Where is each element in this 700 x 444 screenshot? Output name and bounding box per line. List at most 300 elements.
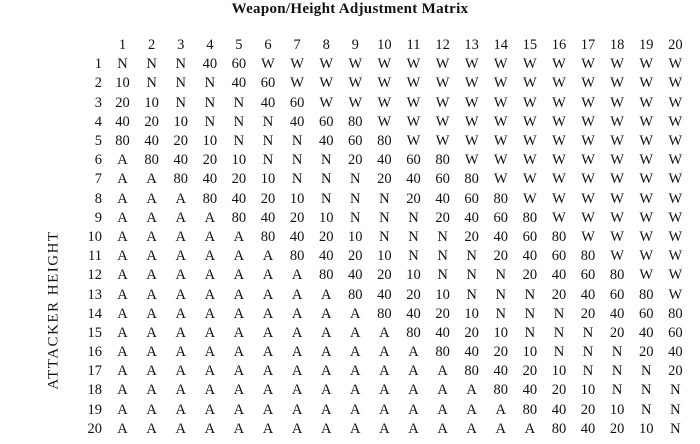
matrix-cell: 20 — [609, 324, 625, 341]
matrix-cell: N — [291, 133, 303, 150]
matrix-cell: A — [204, 228, 216, 245]
matrix-cell: 40 — [289, 113, 305, 130]
table-row — [74, 401, 690, 420]
matrix-cell: A — [437, 363, 448, 380]
matrix-cell: A — [408, 344, 419, 361]
matrix-cell: 40 — [580, 420, 596, 437]
matrix-cell: A — [146, 401, 157, 418]
matrix-cell: A — [146, 248, 157, 265]
matrix-cell: 40 — [260, 94, 276, 111]
matrix-cell: 40 — [318, 248, 334, 265]
column-header: 18 — [609, 37, 625, 54]
matrix-cell: W — [552, 171, 566, 188]
matrix-cell: N — [553, 344, 565, 361]
matrix-cell: N — [146, 56, 157, 73]
matrix-cell: N — [350, 190, 361, 207]
matrix-cell: W — [552, 133, 566, 150]
matrix-cell: W — [406, 56, 421, 73]
matrix-cell: A — [320, 420, 332, 437]
matrix-cell: 80 — [464, 363, 479, 380]
matrix-cell: A — [117, 401, 128, 418]
matrix-cell: N — [291, 171, 303, 188]
table-row — [74, 74, 690, 93]
matrix-cell: N — [204, 94, 216, 111]
matrix-cell: A — [175, 305, 186, 322]
matrix-cell: N — [233, 113, 245, 130]
matrix-cell: 20 — [638, 344, 654, 361]
matrix-cell: 80 — [493, 382, 509, 399]
column-header: 17 — [580, 37, 596, 54]
matrix-cell: 80 — [493, 190, 509, 207]
matrix-cell: N — [262, 113, 274, 130]
matrix-cell: W — [668, 286, 683, 303]
matrix-cell: A — [117, 363, 128, 380]
matrix-cell: A — [262, 382, 274, 399]
matrix-cell: A — [320, 382, 332, 399]
matrix-cell: A — [350, 401, 361, 418]
matrix-cell: N — [640, 401, 652, 418]
matrix-cell: A — [175, 248, 186, 265]
matrix-cell: W — [639, 56, 654, 73]
matrix-cell: 20 — [551, 382, 567, 399]
matrix-cell: A — [262, 286, 274, 303]
matrix-cell: 10 — [638, 420, 654, 437]
matrix-cell: A — [204, 286, 216, 303]
matrix-cell: A — [233, 382, 245, 399]
matrix-cell: W — [348, 56, 363, 73]
matrix-cell: W — [639, 94, 654, 111]
matrix-cell: 40 — [260, 209, 276, 226]
column-header: 15 — [522, 37, 538, 54]
matrix-cell: W — [639, 267, 654, 284]
row-header: 6 — [94, 152, 102, 169]
matrix-cell: A — [466, 401, 477, 418]
matrix-cell: W — [668, 133, 683, 150]
matrix-cell: 20 — [260, 190, 276, 207]
matrix-cell: 40 — [435, 324, 450, 341]
matrix-cell: W — [610, 228, 624, 245]
matrix-cell: 40 — [464, 209, 479, 226]
matrix-cell: A — [233, 228, 245, 245]
matrix-cell: A — [350, 305, 361, 322]
matrix-cell: W — [639, 248, 654, 265]
column-header: 10 — [377, 37, 392, 54]
adjustment-matrix — [74, 36, 690, 439]
matrix-cell: A — [291, 286, 303, 303]
matrix-cell: A — [204, 267, 216, 284]
matrix-cell: N — [379, 209, 390, 226]
matrix-cell: W — [668, 56, 683, 73]
table-row — [74, 305, 690, 324]
matrix-cell: 40 — [231, 75, 247, 92]
matrix-cell: A — [146, 363, 157, 380]
matrix-cell: 20 — [173, 133, 188, 150]
matrix-cell: W — [581, 94, 595, 111]
matrix-cell: W — [668, 267, 683, 284]
matrix-cell: 80 — [115, 133, 130, 150]
matrix-cell: 10 — [580, 382, 596, 399]
matrix-cell: W — [639, 190, 654, 207]
matrix-cell: W — [464, 94, 479, 111]
matrix-cell: 40 — [231, 190, 247, 207]
matrix-cell: 80 — [522, 401, 538, 418]
matrix-cell: W — [610, 171, 624, 188]
matrix-cell: 80 — [377, 133, 392, 150]
matrix-cell: 80 — [464, 171, 479, 188]
column-header: 9 — [351, 37, 359, 54]
matrix-cell: 10 — [231, 152, 247, 169]
matrix-cell: W — [523, 113, 537, 130]
row-header: 16 — [87, 344, 102, 361]
matrix-cell: W — [493, 56, 508, 73]
matrix-cell: W — [523, 190, 537, 207]
matrix-cell: 80 — [522, 209, 538, 226]
matrix-cell: A — [291, 344, 303, 361]
row-header: 4 — [94, 113, 102, 130]
matrix-cell: W — [406, 75, 421, 92]
matrix-cell: 60 — [551, 248, 567, 265]
matrix-cell: 80 — [377, 305, 392, 322]
matrix-cell: W — [668, 248, 683, 265]
table-row — [74, 343, 690, 362]
matrix-cell: W — [523, 56, 537, 73]
matrix-cell: 40 — [406, 305, 421, 322]
matrix-cell: A — [350, 382, 361, 399]
matrix-cell: 10 — [260, 171, 276, 188]
matrix-cell: W — [581, 190, 595, 207]
matrix-cell: A — [262, 267, 274, 284]
matrix-cell: A — [117, 152, 128, 169]
matrix-cell: 20 — [551, 286, 567, 303]
table-row — [74, 113, 690, 132]
matrix-cell: W — [348, 75, 363, 92]
matrix-cell: W — [639, 75, 654, 92]
matrix-cell: W — [464, 56, 479, 73]
matrix-cell: N — [320, 152, 332, 169]
matrix-cell: 60 — [668, 324, 683, 341]
matrix-cell: 10 — [318, 209, 334, 226]
matrix-cell: 20 — [318, 228, 334, 245]
matrix-cell: A — [233, 344, 245, 361]
matrix-cell: 20 — [231, 171, 247, 188]
matrix-cell: 40 — [609, 305, 625, 322]
matrix-cell: W — [639, 228, 654, 245]
matrix-cell: 40 — [493, 228, 509, 245]
matrix-cell: 20 — [115, 94, 130, 111]
table-row — [74, 285, 690, 304]
matrix-cell: N — [670, 420, 681, 437]
matrix-cell: N — [291, 152, 303, 169]
row-header: 12 — [87, 267, 102, 284]
matrix-cell: N — [262, 133, 274, 150]
matrix-cell: W — [290, 56, 304, 73]
matrix-cell: A — [262, 324, 274, 341]
matrix-cell: W — [610, 133, 624, 150]
matrix-cell: N — [466, 248, 477, 265]
matrix-cell: A — [408, 420, 419, 437]
column-header: 2 — [148, 37, 156, 54]
matrix-cell: W — [639, 113, 654, 130]
matrix-cell: 60 — [231, 56, 247, 73]
matrix-cell: A — [146, 190, 157, 207]
matrix-cell: A — [320, 363, 332, 380]
matrix-cell: W — [610, 209, 624, 226]
matrix-cell: 80 — [348, 113, 363, 130]
column-header: 11 — [406, 37, 421, 54]
matrix-cell: W — [377, 113, 392, 130]
matrix-cell: 40 — [638, 324, 654, 341]
row-header: 19 — [87, 401, 102, 418]
matrix-cell: 80 — [144, 152, 159, 169]
matrix-cell: A — [175, 382, 186, 399]
matrix-cell: N — [204, 113, 216, 130]
column-header: 20 — [668, 37, 683, 54]
table-row — [74, 170, 690, 189]
matrix-cell: N — [670, 382, 681, 399]
matrix-cell: 80 — [289, 248, 305, 265]
matrix-cell: W — [552, 94, 566, 111]
matrix-cell: A — [175, 363, 186, 380]
matrix-cell: 20 — [522, 267, 538, 284]
matrix-cell: A — [437, 420, 448, 437]
matrix-cell: A — [204, 401, 216, 418]
matrix-cell: W — [290, 75, 304, 92]
matrix-cell: N — [350, 171, 361, 188]
matrix-title: Weapon/Height Adjustment Matrix — [231, 1, 469, 17]
matrix-cell: N — [146, 75, 157, 92]
matrix-cell: 60 — [493, 209, 509, 226]
matrix-cell: N — [117, 56, 128, 73]
matrix-cell: W — [610, 94, 624, 111]
matrix-cell: W — [319, 94, 334, 111]
matrix-cell: A — [379, 420, 390, 437]
matrix-cell: N — [466, 286, 477, 303]
matrix-cell: 20 — [406, 286, 421, 303]
matrix-cell: 60 — [580, 267, 596, 284]
table-row — [74, 247, 690, 266]
row-header: 3 — [94, 94, 102, 111]
column-header: 19 — [638, 37, 654, 54]
row-axis-label: ATTACKER HEIGHT — [45, 230, 62, 390]
matrix-cell: 10 — [115, 75, 130, 92]
matrix-cell: 10 — [173, 113, 188, 130]
matrix-cell: 40 — [144, 133, 159, 150]
matrix-cell: N — [553, 305, 565, 322]
matrix-cell: 80 — [202, 190, 218, 207]
matrix-cell: 20 — [435, 209, 450, 226]
matrix-cell: 20 — [348, 248, 363, 265]
matrix-cell: 20 — [377, 267, 392, 284]
matrix-cell: 60 — [260, 75, 276, 92]
matrix-cell: W — [523, 133, 537, 150]
matrix-cell: A — [146, 324, 157, 341]
matrix-cell: W — [493, 75, 508, 92]
matrix-cell: W — [523, 171, 537, 188]
matrix-cell: 60 — [406, 152, 421, 169]
matrix-cell: 40 — [493, 363, 509, 380]
matrix-cell: N — [640, 382, 652, 399]
row-header: 5 — [94, 133, 102, 150]
matrix-cell: A — [437, 382, 448, 399]
matrix-cell: N — [582, 363, 594, 380]
matrix-cell: W — [435, 113, 450, 130]
matrix-cell: W — [464, 133, 479, 150]
matrix-cell: A — [350, 344, 361, 361]
matrix-cell: 20 — [377, 171, 392, 188]
column-header: 14 — [493, 37, 509, 54]
matrix-cell: W — [406, 113, 421, 130]
matrix-cell: 40 — [377, 286, 392, 303]
matrix-cell: A — [495, 401, 506, 418]
row-header: 8 — [94, 190, 102, 207]
matrix-cell: 10 — [435, 286, 450, 303]
row-header: 2 — [94, 75, 102, 92]
matrix-cell: 80 — [638, 286, 654, 303]
matrix-cell: 20 — [493, 344, 509, 361]
matrix-cell: A — [291, 382, 303, 399]
matrix-cell: A — [146, 209, 157, 226]
matrix-cell: A — [175, 401, 186, 418]
matrix-cell: 20 — [609, 420, 625, 437]
matrix-cell: W — [464, 152, 479, 169]
matrix-cell: W — [639, 133, 654, 150]
matrix-cell: N — [175, 75, 186, 92]
matrix-cell: A — [262, 363, 274, 380]
matrix-cell: A — [291, 324, 303, 341]
matrix-cell: 20 — [348, 152, 363, 169]
matrix-cell: N — [233, 133, 245, 150]
matrix-cell: W — [319, 75, 334, 92]
matrix-cell: W — [319, 56, 334, 73]
matrix-cell: A — [233, 401, 245, 418]
matrix-cell: A — [495, 420, 506, 437]
matrix-cell: 60 — [348, 133, 363, 150]
matrix-cell: 80 — [318, 267, 334, 284]
column-header: 5 — [235, 37, 243, 54]
matrix-cell: W — [348, 94, 363, 111]
matrix-cell: W — [610, 113, 624, 130]
matrix-cell: N — [582, 344, 594, 361]
row-header: 20 — [87, 420, 102, 437]
column-header: 16 — [551, 37, 567, 54]
matrix-cell: W — [668, 209, 683, 226]
matrix-cell: 10 — [522, 344, 538, 361]
matrix-cell: 10 — [289, 190, 305, 207]
matrix-cell: A — [379, 382, 390, 399]
matrix-cell: W — [581, 152, 595, 169]
matrix-cell: 20 — [464, 228, 479, 245]
matrix-cell: N — [640, 363, 652, 380]
matrix-cell: W — [406, 133, 421, 150]
matrix-cell: 20 — [435, 305, 450, 322]
matrix-cell: 10 — [464, 305, 479, 322]
matrix-cell: W — [668, 152, 683, 169]
matrix-cell: N — [437, 267, 448, 284]
matrix-cell: 80 — [260, 228, 276, 245]
matrix-cell: N — [495, 305, 506, 322]
matrix-cell: A — [204, 248, 216, 265]
matrix-cell: W — [639, 152, 654, 169]
matrix-cell: A — [408, 401, 419, 418]
matrix-cell: N — [233, 94, 245, 111]
matrix-cell: 20 — [144, 113, 159, 130]
table-row — [74, 324, 690, 343]
matrix-cell: N — [611, 344, 623, 361]
matrix-cell: 20 — [580, 305, 596, 322]
matrix-cell: N — [495, 286, 506, 303]
matrix-cell: W — [493, 171, 508, 188]
matrix-cell: A — [291, 267, 303, 284]
matrix-cell: 80 — [435, 344, 450, 361]
matrix-cell: 20 — [493, 248, 509, 265]
matrix-cell: 10 — [377, 248, 392, 265]
matrix-cell: W — [435, 75, 450, 92]
matrix-cell: A — [117, 344, 128, 361]
matrix-cell: 10 — [144, 94, 159, 111]
row-header: 10 — [87, 228, 102, 245]
matrix-cell: W — [552, 190, 566, 207]
column-header: 8 — [322, 37, 330, 54]
matrix-cell: 60 — [609, 286, 625, 303]
matrix-cell: 40 — [522, 382, 538, 399]
column-header: 7 — [293, 37, 301, 54]
matrix-cell: 40 — [377, 152, 392, 169]
matrix-cell: A — [350, 363, 361, 380]
row-header: 18 — [87, 382, 102, 399]
matrix-cell: N — [408, 228, 419, 245]
matrix-cell: N — [524, 324, 536, 341]
matrix-cell: A — [320, 305, 332, 322]
matrix-cell: N — [175, 56, 186, 73]
row-header: 14 — [87, 305, 102, 322]
matrix-cell: W — [435, 56, 450, 73]
matrix-cell: N — [320, 171, 332, 188]
matrix-cell: A — [117, 190, 128, 207]
matrix-cell: 60 — [435, 171, 450, 188]
corner-cell — [74, 36, 108, 55]
matrix-cell: 40 — [348, 267, 363, 284]
matrix-cell: W — [581, 171, 595, 188]
matrix-cell: A — [262, 344, 274, 361]
matrix-cell: 10 — [202, 133, 218, 150]
matrix-cell: A — [320, 286, 332, 303]
matrix-cell: A — [437, 401, 448, 418]
matrix-cell: W — [610, 75, 624, 92]
matrix-cell: W — [668, 113, 683, 130]
matrix-cell: 40 — [435, 190, 450, 207]
matrix-cell: 40 — [173, 152, 188, 169]
matrix-cell: N — [204, 75, 216, 92]
matrix-cell: A — [117, 324, 128, 341]
matrix-cell: 40 — [464, 344, 479, 361]
table-row — [74, 94, 690, 113]
matrix-cell: 40 — [202, 56, 218, 73]
matrix-cell: 10 — [551, 363, 567, 380]
matrix-cell: A — [175, 420, 186, 437]
matrix-cell: 20 — [406, 190, 421, 207]
matrix-cell: A — [117, 305, 128, 322]
matrix-cell: 20 — [289, 209, 305, 226]
column-header: 1 — [118, 37, 127, 54]
matrix-cell: N — [553, 324, 565, 341]
matrix-cell: W — [493, 113, 508, 130]
matrix-cell: A — [233, 286, 245, 303]
matrix-cell: W — [435, 133, 450, 150]
matrix-cell: A — [204, 363, 216, 380]
matrix-cell: W — [523, 152, 537, 169]
matrix-cell: A — [146, 344, 157, 361]
matrix-cell: A — [175, 344, 186, 361]
